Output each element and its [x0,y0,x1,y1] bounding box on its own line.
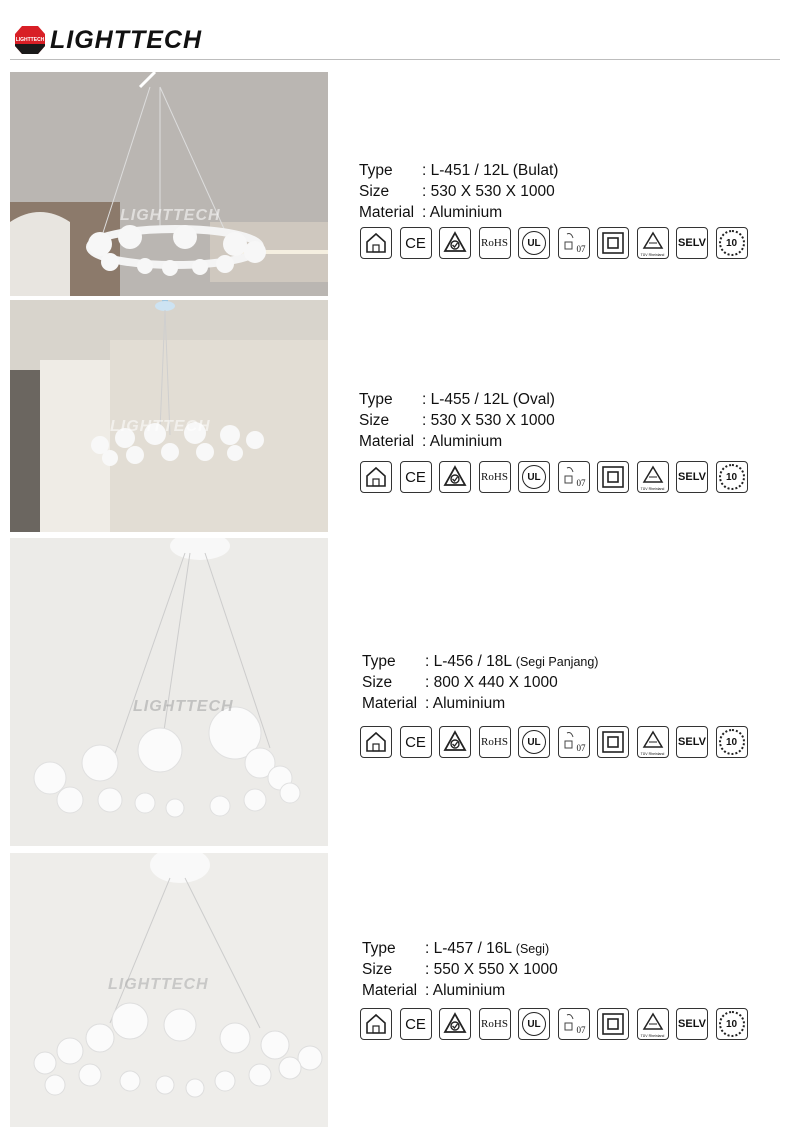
rohs-mark-icon: RoHS [479,726,511,758]
indoor-house-icon [360,461,392,493]
photo-watermark: LIGHTTECH [133,698,234,715]
product-card [0,853,800,1128]
material-value: : Aluminium [425,695,506,712]
brand-mark-text: LIGHTTECH [15,37,45,43]
type-label: Type [362,940,396,957]
rcm-mark-icon [439,726,471,758]
size-label: Size [359,412,390,429]
tuv-mark-icon: TÜV Rheinland [637,227,669,259]
type-value: : L-451 / 12L (Bulat) [422,162,559,179]
ce-mark-icon: CE [400,461,432,493]
selv-mark-icon: SELV [676,1008,708,1040]
product-photo [10,300,328,532]
tuv-mark-icon: TÜV Rheinland [637,461,669,493]
product-photo [10,538,328,846]
size-label: Size [362,961,393,978]
selv-mark-icon: SELV [676,227,708,259]
type-label: Type [359,162,393,179]
class-ii-insulation-icon [597,227,629,259]
product-card [0,72,800,297]
size-label: Size [362,674,393,691]
rohs-mark-icon: RoHS [479,227,511,259]
class-ii-insulation-icon [597,1008,629,1040]
size-label: Size [359,183,390,200]
material-label: Material [362,982,418,999]
product-card [0,538,800,848]
type-label: Type [359,391,393,408]
rcm-mark-icon [439,461,471,493]
tuv-mark-icon: TÜV Rheinland [637,1008,669,1040]
ul-mark-icon: UL [518,227,550,259]
warranty-10-icon: 10 [716,726,748,758]
photo-watermark: LIGHTTECH [110,418,211,435]
product-card [0,300,800,532]
rohs-mark-icon: RoHS [479,461,511,493]
ul-mark-icon: UL [518,726,550,758]
header-divider [10,59,780,60]
warranty-10-icon: 10 [716,1008,748,1040]
indoor-house-icon [360,1008,392,1040]
tuv-mark-icon: TÜV Rheinland [637,726,669,758]
size-value: : 550 X 550 X 1000 [425,961,558,978]
brand-name: LIGHTTECH [50,26,203,54]
material-label: Material [359,433,415,450]
size-value: : 530 X 530 X 1000 [422,412,555,429]
selv-mark-icon: SELV [676,726,708,758]
ce-mark-icon: CE [400,1008,432,1040]
rcm-mark-icon [439,1008,471,1040]
product-photo [10,853,328,1127]
brand-logo-icon [14,24,46,56]
ce-mark-icon: CE [400,726,432,758]
indoor-house-icon [360,726,392,758]
ul-mark-icon: UL [518,461,550,493]
glow-wire-icon: 07 [558,726,590,758]
size-value: : 530 X 530 X 1000 [422,183,555,200]
material-value: : Aluminium [425,982,506,999]
indoor-house-icon [360,227,392,259]
glow-wire-icon: 07 [558,1008,590,1040]
ce-mark-icon: CE [400,227,432,259]
selv-mark-icon: SELV [676,461,708,493]
ul-mark-icon: UL [518,1008,550,1040]
photo-watermark: LIGHTTECH [108,976,209,993]
rcm-mark-icon [439,227,471,259]
page-header [0,0,800,60]
type-value: : L-456 / 18L (Segi Panjang) [425,653,599,670]
type-value: : L-455 / 12L (Oval) [422,391,555,408]
type-label: Type [362,653,396,670]
glow-wire-icon: 07 [558,461,590,493]
material-label: Material [359,204,415,221]
product-photo [10,72,328,296]
class-ii-insulation-icon [597,461,629,493]
glow-wire-icon: 07 [558,227,590,259]
size-value: : 800 X 440 X 1000 [425,674,558,691]
warranty-10-icon: 10 [716,227,748,259]
type-value: : L-457 / 16L (Segi) [425,940,550,957]
material-label: Material [362,695,418,712]
class-ii-insulation-icon [597,726,629,758]
warranty-10-icon: 10 [716,461,748,493]
material-value: : Aluminium [422,433,503,450]
material-value: : Aluminium [422,204,503,221]
photo-watermark: LIGHTTECH [120,207,221,224]
rohs-mark-icon: RoHS [479,1008,511,1040]
